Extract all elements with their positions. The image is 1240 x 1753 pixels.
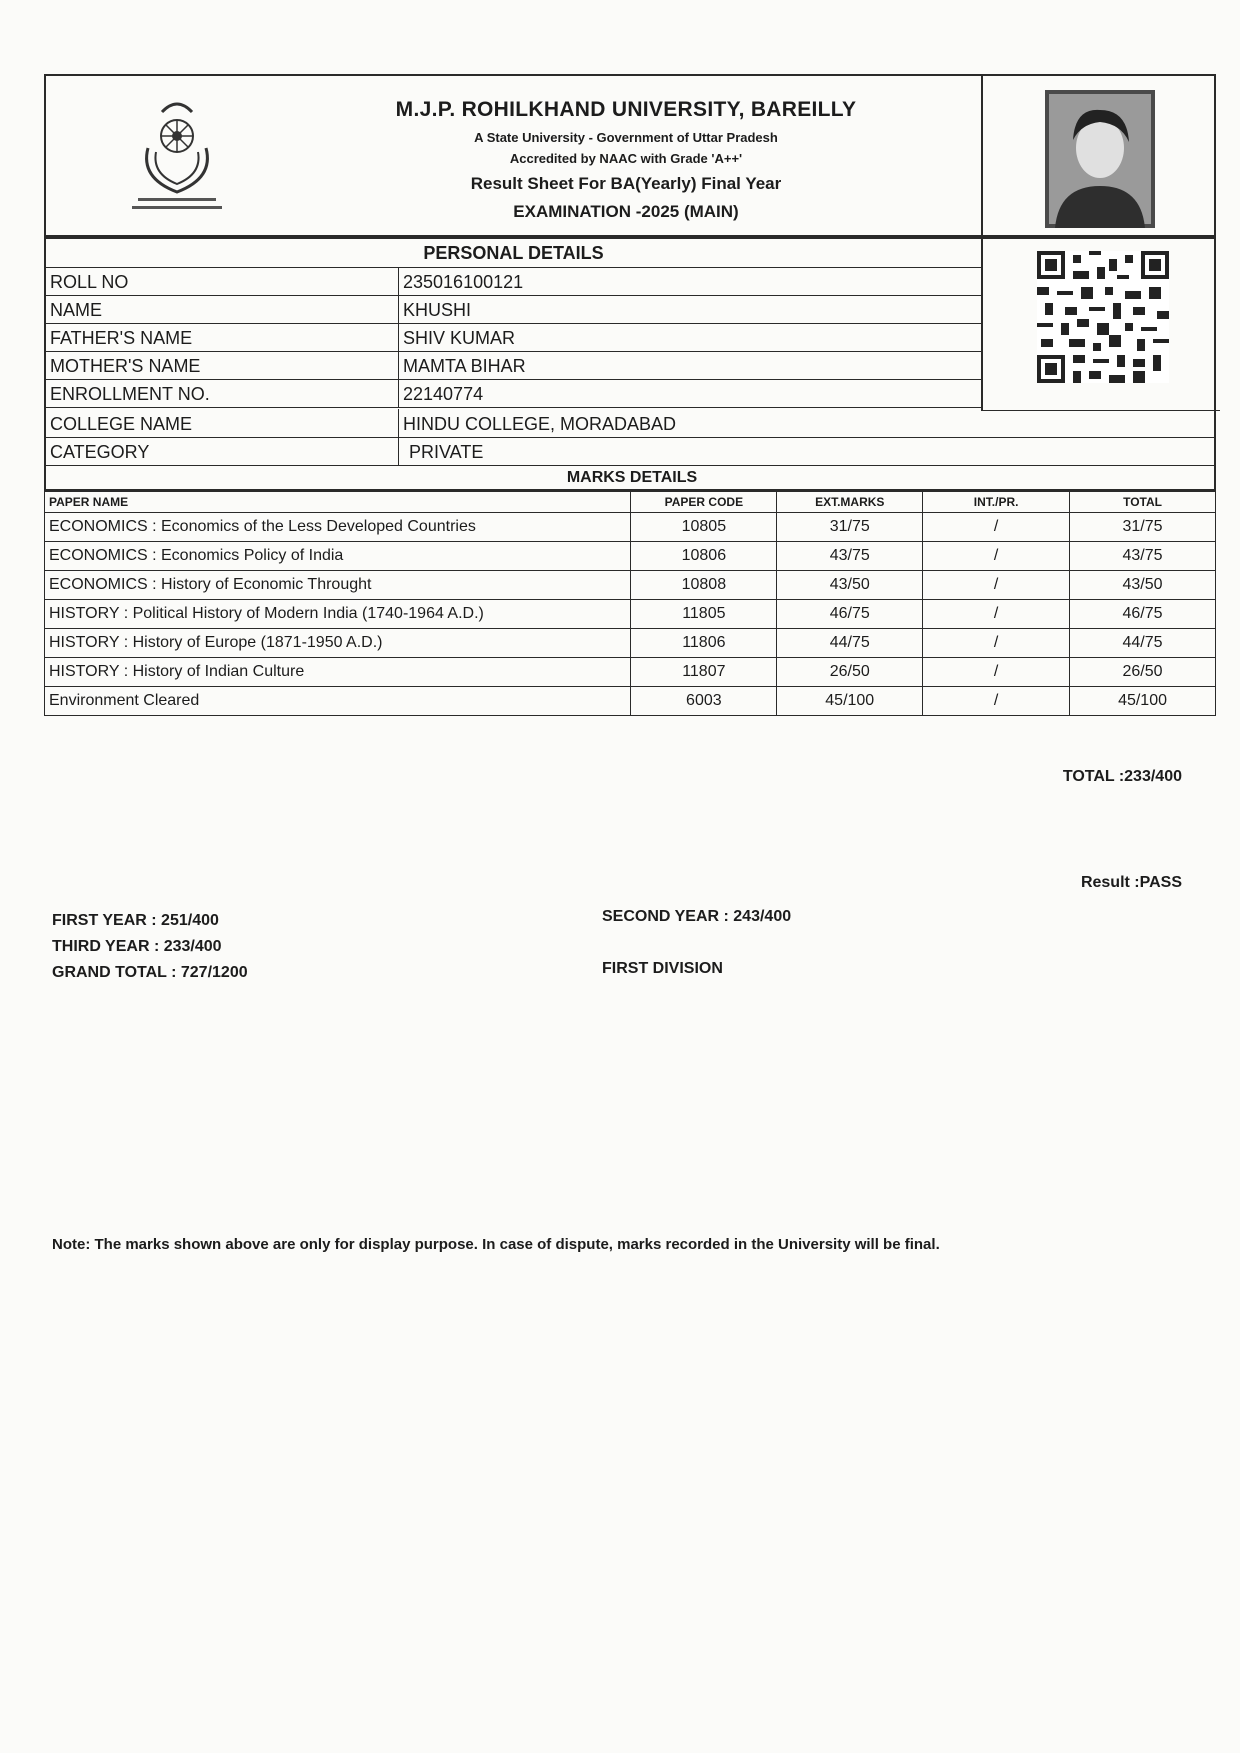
personal-row-father-name: FATHER'S NAME SHIV KUMAR bbox=[46, 323, 981, 352]
marks-details-title: MARKS DETAILS bbox=[566, 469, 698, 486]
paper-code: 10808 bbox=[631, 571, 777, 600]
personal-row-roll-no: ROLL NO 235016100121 bbox=[46, 267, 981, 296]
paper-name: HISTORY : History of Europe (1871-1950 A.D.) bbox=[45, 629, 631, 658]
disclaimer-note: Note: The marks shown above are only for display purpose. In case of dispute, marks recorded in the University will be final. bbox=[52, 1236, 940, 1253]
qr-code-box bbox=[981, 239, 1220, 411]
table-row bbox=[45, 658, 1216, 687]
result-sheet-title: Result Sheet For BA(Yearly) Final Year bbox=[470, 174, 782, 193]
personal-row-college-name: COLLEGE NAME HINDU COLLEGE, MORADABAD bbox=[46, 409, 1214, 438]
paper-name: HISTORY : Political History of Modern India (1740-1964 A.D.) bbox=[45, 600, 631, 629]
student-photo bbox=[1045, 90, 1155, 228]
university-name: M.J.P. ROHILKHAND UNIVERSITY, BAREILLY bbox=[395, 98, 857, 121]
paper-code: 10805 bbox=[631, 513, 777, 542]
int-pr: / bbox=[923, 542, 1070, 571]
header-int-pr: INT./PR. bbox=[923, 492, 1070, 513]
paper-total: 43/75 bbox=[1070, 542, 1216, 571]
paper-total: 31/75 bbox=[1070, 513, 1216, 542]
ext-marks: 44/75 bbox=[777, 629, 923, 658]
table-row bbox=[45, 687, 1216, 716]
paper-name: HISTORY : History of Indian Culture bbox=[45, 658, 631, 687]
marks-header-row bbox=[45, 492, 1216, 513]
paper-code: 11807 bbox=[631, 658, 777, 687]
result-status: Result :PASS bbox=[1080, 874, 1182, 891]
header-paper-name: PAPER NAME bbox=[45, 492, 631, 513]
paper-name: ECONOMICS : Economics Policy of India bbox=[45, 542, 631, 571]
int-pr: / bbox=[923, 600, 1070, 629]
paper-code: 6003 bbox=[631, 687, 777, 716]
int-pr: / bbox=[923, 513, 1070, 542]
personal-row-name: NAME KHUSHI bbox=[46, 295, 981, 324]
int-pr: / bbox=[923, 687, 1070, 716]
personal-details-box bbox=[44, 237, 1216, 491]
int-pr: / bbox=[923, 629, 1070, 658]
ext-marks: 26/50 bbox=[777, 658, 923, 687]
int-pr: / bbox=[923, 658, 1070, 687]
personal-row-category: CATEGORY PRIVATE bbox=[46, 437, 1214, 466]
table-row bbox=[45, 600, 1216, 629]
grand-total: GRAND TOTAL : 727/1200 bbox=[52, 964, 248, 981]
personal-row-enrollment-no: ENROLLMENT NO. 22140774 bbox=[46, 379, 981, 408]
paper-name: ECONOMICS : History of Economic Throught bbox=[45, 571, 631, 600]
paper-total: 43/50 bbox=[1070, 571, 1216, 600]
ext-marks: 31/75 bbox=[777, 513, 923, 542]
paper-name: Environment Cleared bbox=[45, 687, 631, 716]
photo-box bbox=[981, 76, 1220, 239]
table-row bbox=[45, 542, 1216, 571]
accreditation-text: Accredited by NAAC with Grade 'A++' bbox=[509, 151, 743, 166]
paper-name: ECONOMICS : Economics of the Less Developed Countries bbox=[45, 513, 631, 542]
paper-total: 45/100 bbox=[1070, 687, 1216, 716]
university-subtitle: A State University - Government of Uttar Pradesh bbox=[474, 130, 778, 145]
header-paper-code: PAPER CODE bbox=[631, 492, 777, 513]
division: FIRST DIVISION bbox=[602, 960, 723, 977]
header-ext-marks: EXT.MARKS bbox=[777, 492, 923, 513]
table-row bbox=[45, 571, 1216, 600]
paper-code: 11805 bbox=[631, 600, 777, 629]
paper-total: 44/75 bbox=[1070, 629, 1216, 658]
first-year-total: FIRST YEAR : 251/400 bbox=[52, 912, 219, 929]
qr-code-icon bbox=[1037, 251, 1169, 383]
second-year-total: SECOND YEAR : 243/400 bbox=[602, 908, 792, 925]
personal-row-mother-name: MOTHER'S NAME MAMTA BIHAR bbox=[46, 351, 981, 380]
paper-code: 10806 bbox=[631, 542, 777, 571]
paper-total: 26/50 bbox=[1070, 658, 1216, 687]
paper-code: 11806 bbox=[631, 629, 777, 658]
marks-total: TOTAL :233/400 bbox=[1062, 768, 1182, 785]
examination-title: EXAMINATION -2025 (MAIN) bbox=[513, 202, 739, 221]
table-row bbox=[45, 513, 1216, 542]
header-box bbox=[44, 74, 1216, 237]
third-year-total: THIRD YEAR : 233/400 bbox=[52, 938, 222, 955]
marks-table bbox=[44, 491, 1216, 716]
paper-total: 46/75 bbox=[1070, 600, 1216, 629]
ext-marks: 46/75 bbox=[777, 600, 923, 629]
personal-details-title: PERSONAL DETAILS bbox=[46, 239, 981, 268]
int-pr: / bbox=[923, 571, 1070, 600]
ext-marks: 45/100 bbox=[777, 687, 923, 716]
header-total: TOTAL bbox=[1070, 492, 1216, 513]
ext-marks: 43/50 bbox=[777, 571, 923, 600]
university-logo bbox=[118, 88, 236, 218]
table-row bbox=[45, 629, 1216, 658]
ext-marks: 43/75 bbox=[777, 542, 923, 571]
